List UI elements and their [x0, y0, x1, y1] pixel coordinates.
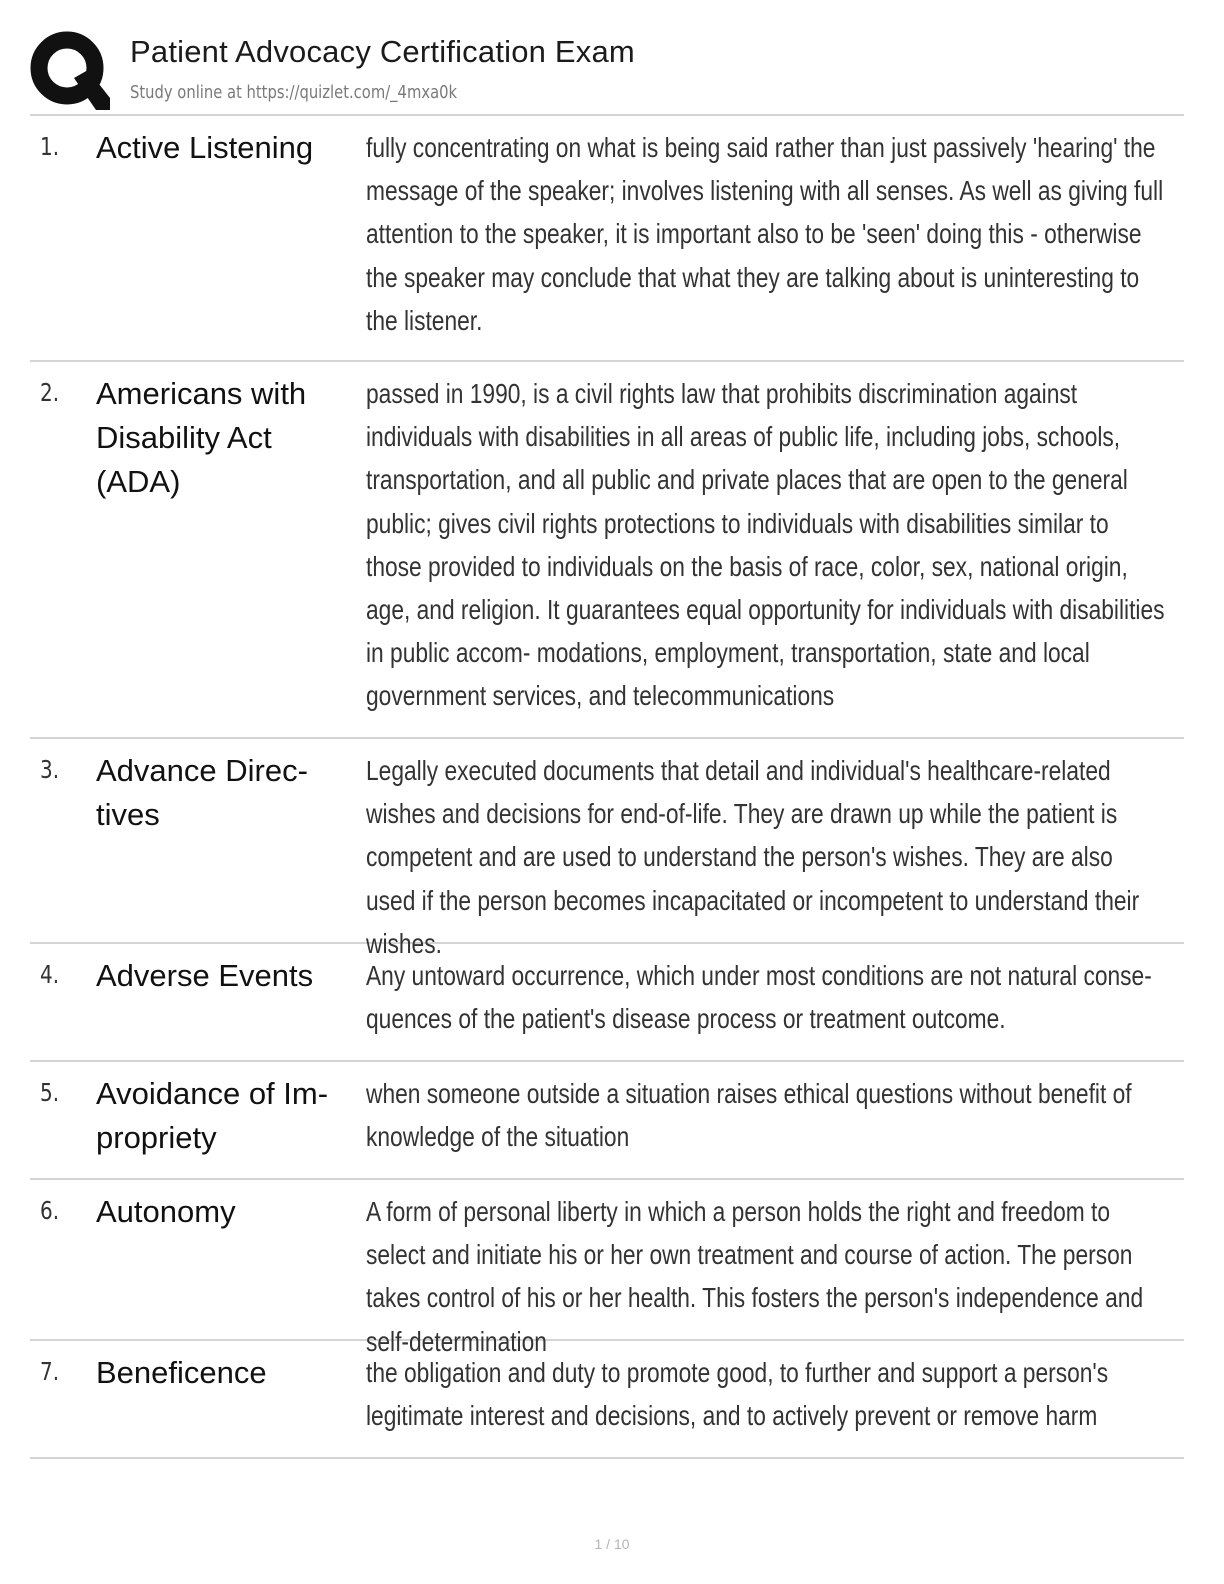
card-definition: A form of personal liberty in which a person holds the right and freedom to select and initiate his or her own treatment and course of action. The person takes control of his or her health. This fosters the person's independence and self-determination [366, 1196, 1144, 1357]
card-number: 2. [40, 378, 60, 407]
card-number: 4. [40, 960, 60, 989]
card-term: Advance Direc- tives [96, 753, 308, 832]
page-number: 1 / 10 [594, 1536, 630, 1552]
flashcard-row [30, 116, 1184, 362]
card-definition: Any untoward occurrence, which under most conditions are not natural conse- quences of the patient's disease process or treatment outcome. [366, 960, 1152, 1035]
card-number: 1. [40, 132, 60, 161]
card-definition: Legally executed documents that detail and individual's healthcare-related wishes and decisions for end-of-life. They are drawn up while the patient is competent and are used to understand the person's wishes. They are also used if the person becomes incapacitated or incompetent to understand their wishes. [366, 755, 1140, 959]
flashcard-row [30, 1341, 1184, 1459]
card-number: 6. [40, 1196, 60, 1225]
card-term: Adverse Events [96, 958, 314, 993]
card-number: 3. [40, 755, 60, 784]
card-term: Americans with Disability Act (ADA) [96, 376, 307, 499]
flashcard-row [30, 1062, 1184, 1180]
page-title: Patient Advocacy Certification Exam [130, 34, 635, 69]
card-term: Autonomy [96, 1194, 236, 1229]
flashcard-row [30, 362, 1184, 739]
card-term: Beneficence [96, 1355, 267, 1390]
card-number: 5. [40, 1078, 60, 1107]
card-definition: passed in 1990, is a civil rights law that prohibits discrimination against individuals with disabilities in all areas of public life, including jobs, schools, transportation, and all public and private places that are open to the general public; gives civil rights protections to individuals with disabilities similar to those provided to individuals on the basis of race, color, sex, national origin, age, and religion. It guarantees equal opportunity for individuals with disabilities in public accom- modations, employment, transportation, state and local government services, and telecommunications [366, 378, 1165, 712]
quizlet-logo-icon [30, 30, 110, 110]
card-term: Active Listening [96, 130, 314, 165]
card-definition: when someone outside a situation raises ethical questions without benefit of knowledge of the situation [366, 1078, 1132, 1153]
flashcard-row [30, 944, 1184, 1062]
card-term: Avoidance of Im- propriety [96, 1076, 329, 1155]
page-header [30, 26, 1184, 116]
card-definition: the obligation and duty to promote good, to further and support a person's legitimate interest and decisions, and to actively prevent or remove harm [366, 1357, 1109, 1432]
flashcard-row [30, 1180, 1184, 1357]
card-number: 7. [40, 1357, 60, 1386]
flashcard-row [30, 739, 1184, 959]
flashcard-list [30, 116, 1184, 1459]
card-definition: fully concentrating on what is being said rather than just passively 'hearing' the message of the speaker; involves listening with all senses. As well as giving full attention to the speaker, it is important also to be 'seen' doing this - otherwise the speaker may conclude that what they are talking about is uninteresting to the listener. [366, 132, 1164, 336]
study-online-link[interactable]: Study online at https://quizlet.com/_4mxa0k [130, 82, 458, 103]
